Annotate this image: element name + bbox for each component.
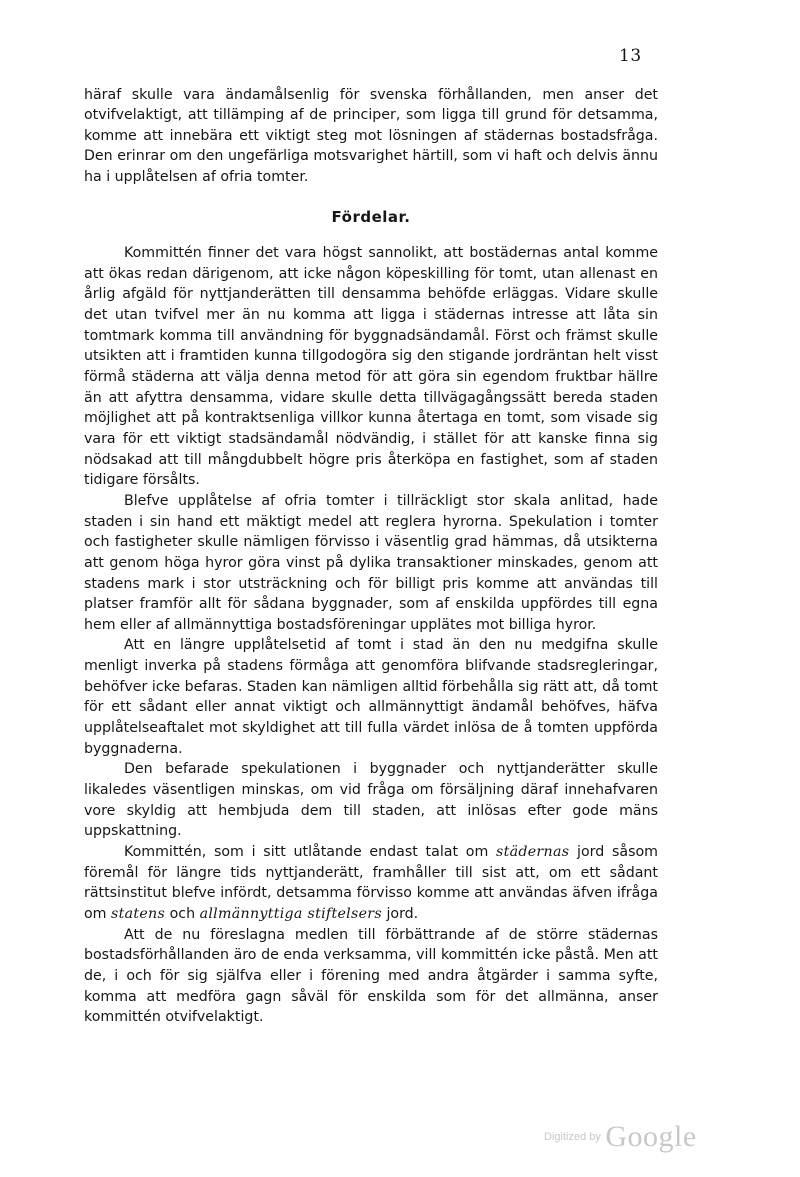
paragraph-with-emphasis: [84, 842, 658, 925]
paragraph-text: jord.: [381, 906, 419, 922]
section-heading: Fördelar.: [331, 208, 411, 226]
paragraph: Kommittén finner det vara högst sannolikt, att bostädernas antal komme att ökas redan därigenom, att icke någon köpeskilling för tomt, utan allenast en årlig afgäld för nyttjanderätten till densamma behöfde erläggas. Vidare skulle det utan tvifvel mer än nu komma att ligga i städernas intresse att låta sin tomtmark komma till användning för byggnadsändamål. Först och främst skulle utsikten att i framtiden kunna tillgodogöra sig den stigande jordräntan helt visst förmå städerna att välja denna metod för att göra sin egendom fruktbar hällre än att afyttra densamma, vidare skulle detta tillvägagångssätt bereda staden möjlighet att på kontraktsenliga villkor kunna återtaga en tomt, som visade sig vara för ett viktigt stadsändamål nödvändig, i stället för att kanske finna sig nödsakad att till mångdubbelt högre pris återköpa en fastighet, som af staden tidigare försålts.: [84, 245, 658, 489]
emphasis-text: allmännyttiga stiftelsers: [199, 906, 382, 922]
paragraph: Den befarade spekulationen i byggnader och nyttjanderätter skulle likaledes väsentligen minskas, om vid fråga om försäljning däraf innehafvaren vore skyldig att hembjuda dem till staden, att inlösas efter gode mäns uppskattning.: [84, 761, 658, 840]
watermark-prefix: Digitized by: [544, 1131, 601, 1143]
section-text-block: [84, 243, 658, 1028]
digitized-watermark: [544, 1120, 697, 1154]
watermark-brand: Google: [605, 1120, 697, 1153]
paragraph-text: jord såsom föremål för längre tids nyttjanderätt, framhåller till sist att, om ett sådant rättsinstitut blefve infördt, detsamma förvisso komme att användas äfven ifråga om: [84, 844, 658, 922]
page-number: 13: [619, 46, 642, 66]
paragraph: Blefve upplåtelse af ofria tomter i tillräckligt stor skala anlitad, hade staden i sin hand ett mäktigt medel att reglera hyrorna. Spekulation i tomter och fastigheter skulle nämligen förvisso i väsentlig grad hämmas, då utsikterna att genom höga hyror göra vinst på dylika transaktioner minskades, genom att stadens mark i stor utsträckning och för billigt pris komme att användas till platser framför allt för sådana byggnader, som af enskilda uppfördes till egna hem eller af allmännyttiga bostadsföreningar upplätes mot billiga hyror.: [84, 492, 658, 633]
intro-paragraph: häraf skulle vara ändamålsenlig för svenska förhållanden, men anser det otvifvelaktigt, att tillämping af de principer, som ligga till grund för detsamma, komme att innebära ett viktigt steg mot lösningen af städernas bostadsfråga. Den erinrar om den ungefärliga motsvarighet härtill, som vi haft och delvis ännu ha i upplåtelsen af ofria tomter.: [84, 87, 658, 185]
emphasis-text: städernas: [496, 844, 570, 861]
paragraph-text: och: [165, 906, 200, 922]
paragraph: Att de nu föreslagna medlen till förbättrande af de större städernas bostadsförhållanden äro de enda verksamma, vill kommittén icke påstå. Men att de, i och för sig själfva eller i förening med andra åtgärder i samma syfte, komma att medföra gagn såväl för enskilda som för det allmänna, anser kommittén otvifvelaktigt.: [84, 926, 658, 1026]
paragraph-text: Kommittén, som i sitt utlåtande endast talat om: [124, 844, 497, 861]
intro-text-block: [84, 85, 658, 187]
paragraph: Att en längre upplåtelsetid af tomt i stad än den nu medgifna skulle menligt inverka på stadens förmåga att genomföra blifvande stadsregleringar, behöfver icke befaras. Staden kan nämligen alltid förbehålla sig rätt att, då tomt för ett sådant eller annat viktigt och allmännyttigt ändamål behöfves, häfva upplåtelseaftalet mot skyldighet att till fulla värdet inlösa de å tomten uppförda byggnaderna.: [84, 637, 658, 757]
emphasis-text: statens: [111, 906, 166, 922]
